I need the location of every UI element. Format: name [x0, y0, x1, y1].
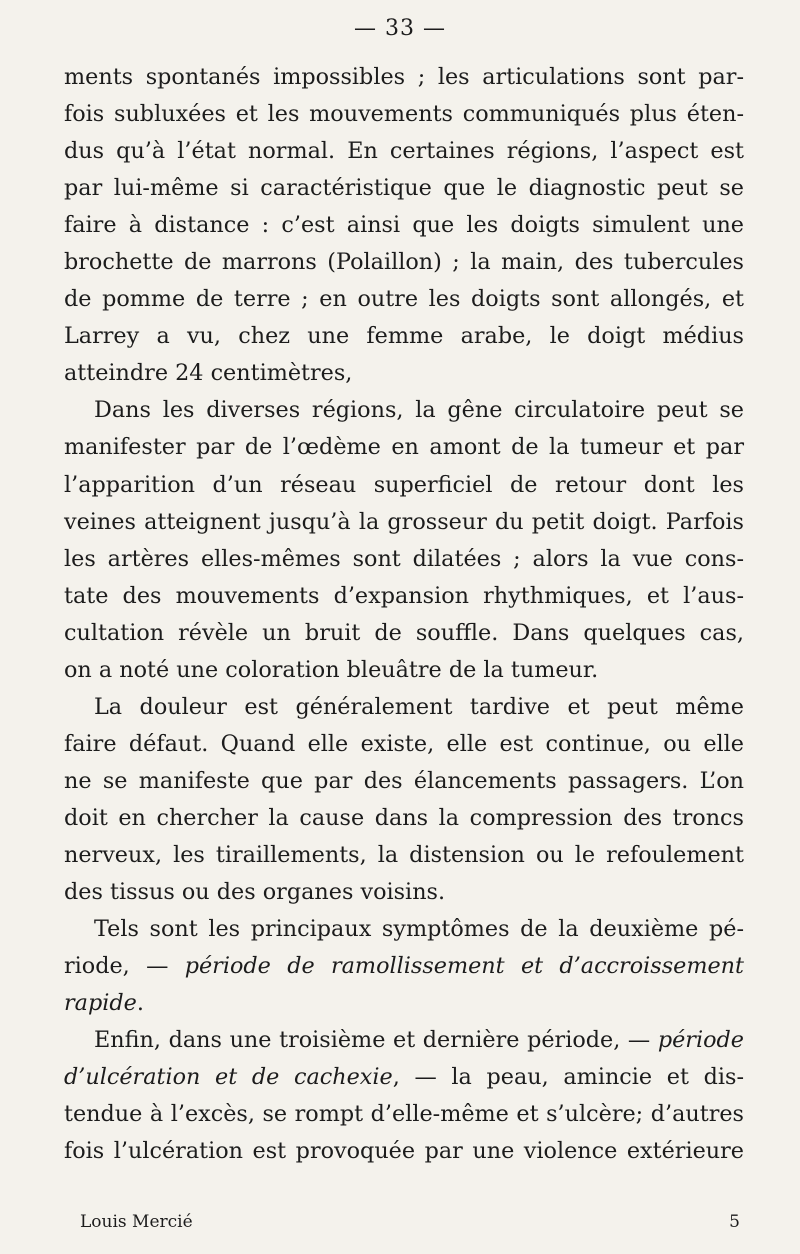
page-footer — [80, 1212, 740, 1238]
text-line: faire à distance : c’est ainsi que les doigts simulent une — [64, 212, 744, 239]
text-line-with-italic — [64, 948, 744, 985]
text-line: par lui-même si caractéristique que le diagnostic peut se — [64, 175, 744, 202]
paragraph-start-line: Tels sont les principaux symptômes de la deuxième pé- — [94, 916, 744, 943]
text-line: fois l’ulcération est provoquée par une violence extérieure — [64, 1138, 744, 1165]
text-line: ments spontanés impossibles ; les articulations sont par- — [64, 64, 744, 90]
text-segment: , — la peau, amincie et dis- — [392, 1064, 744, 1091]
footer-author: Louis Mercié — [80, 1212, 193, 1232]
paragraph-start-line-with-italic — [64, 1022, 744, 1059]
text-line: tendue à l’excès, se rompt d’elle-même et s’ulcère; d’autres — [64, 1101, 744, 1128]
text-line: fois subluxées et les mouvements communiqués plus éten- — [64, 101, 744, 128]
text-line: Larrey a vu, chez une femme arabe, le doigt médius — [64, 323, 744, 350]
italic-phrase: période de ramollissement et d’accroissement — [184, 953, 745, 980]
text-line-with-italic — [64, 985, 744, 1022]
italic-phrase: d’ulcération et de cachexie — [64, 1064, 393, 1091]
text-line-with-italic — [64, 1059, 744, 1096]
text-line: doit en chercher la cause dans la compression des troncs — [64, 804, 744, 831]
text-segment: Enfin, dans une troisième et dernière période, — — [94, 1027, 658, 1054]
page-number: — 33 — — [354, 16, 446, 41]
text-line: veines atteignent jusqu’à la grosseur du petit doigt. Parfois — [64, 508, 744, 535]
text-line: ne se manifeste que par des élancements passagers. L’on — [64, 767, 744, 794]
text-line: les artères elles-mêmes sont dilatées ; alors la vue cons- — [64, 545, 744, 572]
paragraph-start-line: La douleur est généralement tardive et peut même — [94, 693, 744, 720]
text-segment: riode, — — [64, 953, 185, 980]
text-line: on a noté une coloration bleuâtre de la tumeur. — [64, 656, 599, 683]
text-line: dus qu’à l’état normal. En certaines régions, l’aspect est — [64, 138, 744, 165]
italic-phrase: rapide — [64, 990, 137, 1017]
footer-signature-mark: 5 — [729, 1212, 740, 1232]
text-line: faire défaut. Quand elle existe, elle est continue, ou elle — [64, 730, 744, 757]
paragraph-start-line: Dans les diverses régions, la gêne circulatoire peut se — [94, 397, 744, 424]
text-line: atteindre 24 centimètres, — [64, 360, 353, 387]
text-line: des tissus ou des organes voisins. — [64, 879, 446, 906]
text-line: tate des mouvements d’expansion rhythmiques, et l’aus- — [64, 582, 744, 609]
body-text — [64, 59, 744, 1170]
text-segment: . — [136, 990, 144, 1017]
text-line: nerveux, les tiraillements, la distension ou le refoulement — [64, 841, 744, 868]
text-line: manifester par de l’œdème en amont de la tumeur et par — [64, 434, 744, 461]
text-line: de pomme de terre ; en outre les doigts sont allongés, et — [64, 286, 744, 313]
text-line: l’apparition d’un réseau superficiel de retour dont les — [64, 471, 744, 498]
text-line: brochette de marrons (Polaillon) ; la main, des tubercules — [64, 249, 744, 276]
italic-phrase: période — [657, 1027, 744, 1054]
text-line: cultation révèle un bruit de souffle. Dans quelques cas, — [64, 619, 744, 646]
